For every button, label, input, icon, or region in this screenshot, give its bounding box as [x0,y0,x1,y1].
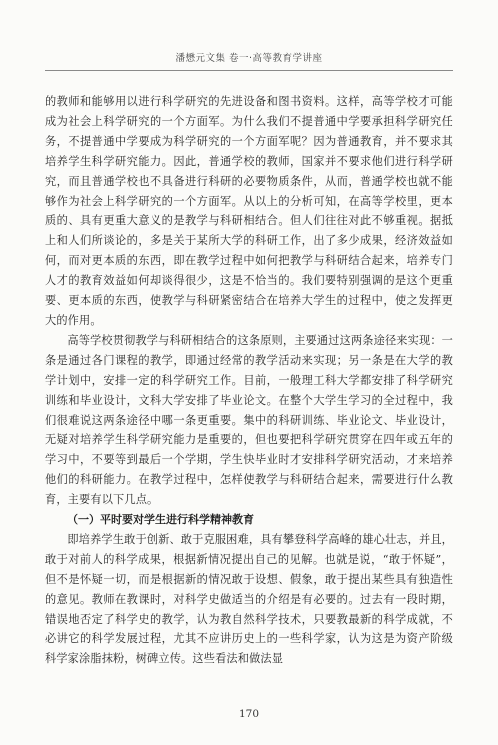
section-heading: （一）平时要对学生进行科学精神教育 [67,513,254,527]
paragraph-scientific-spirit: 即培养学生敢于创新、敢于克服困难，具有攀登科学高峰的雄心壮志，并且，敢于对前人的科学成果，根据新情况提出自己的见解。也就是说，“敢于怀疑”，但不是怀疑一切，而是根据新的情况敢于设想、假象，敢于提出某些具有独造性的意见。教师在教课时，对科学史做适当的介绍是有必要的。过去有一段时期，错误地否定了科学史的教学，认为教自然科学技术，只要教最新的科学成就，不必讲它的科学发展过程，尤其不应讲历史上的一些科学家，认为这是为资产阶级科学家涂脂抹粉，树碑立传。这些看法和做法显 [45,532,453,666]
page-number: 170 [238,708,260,720]
header-divider [45,70,453,71]
running-header-title: 潘懋元文集 卷一·高等教育学讲座 [175,53,323,64]
body-text [45,92,453,669]
paragraph-principle: 高等学校贯彻教学与科研相结合的这条原则，主要通过这两条途径来实现：一条是通过各门课程的教学，即通过经常的教学活动来实现；另一条是在大学的教学计划中，安排一定的科学研究工作。目前，一般理工科大学都安排了科学研究训练和毕业设计，文科大学安排了毕业论文。在整个大学生学习的全过程中，我们很难说这两条途径中哪一条更重要。集中的科研训练、毕业论文、毕业设计，无疑对培养学生科学研究能力是重要的，但也要把科学研究贯穿在四年或五年的学习中，不要等到最后一个学期，学生快毕业时才安排科学研究活动，才来培养他们的科研能力。在教学过程中，怎样使教学与科研结合起来，需要进行什么教育，主要有以下几点。 [45,333,453,507]
paragraph-continuation: 的教师和能够用以进行科学研究的先进设备和图书资料。这样，高等学校才可能成为社会上科学研究的一个方面军。为什么我们不提普通中学要承担科学研究任务，不提普通中学要成为科学研究的一个方面军呢？因为普通教育，并不要求其培养学生科学研究能力。因此，普通学校的教师，国家并不要求他们进行科学研究，而且普通学校也不具备进行科研的必要物质条件，从而，普通学校也就不能够作为社会上科学研究的一个方面军。从以上的分析可知，在高等学校里，更本质的、具有更重大意义的是教学与科研相结合。但人们往往对此不够重视。据抵上和人们所谈论的，多是关于某所大学的科研工作，出了多少成果，经济效益如何，而对更本质的东西，即在教学过程中如何把教学与科研结合起来，培养专门人才的教育效益如何却谈得很少，这是不恰当的。我们要特别强调的是这个更重要、更本质的东西，使教学与科研紧密结合在培养大学生的过程中，使之发挥更大的作用。 [45,95,453,327]
